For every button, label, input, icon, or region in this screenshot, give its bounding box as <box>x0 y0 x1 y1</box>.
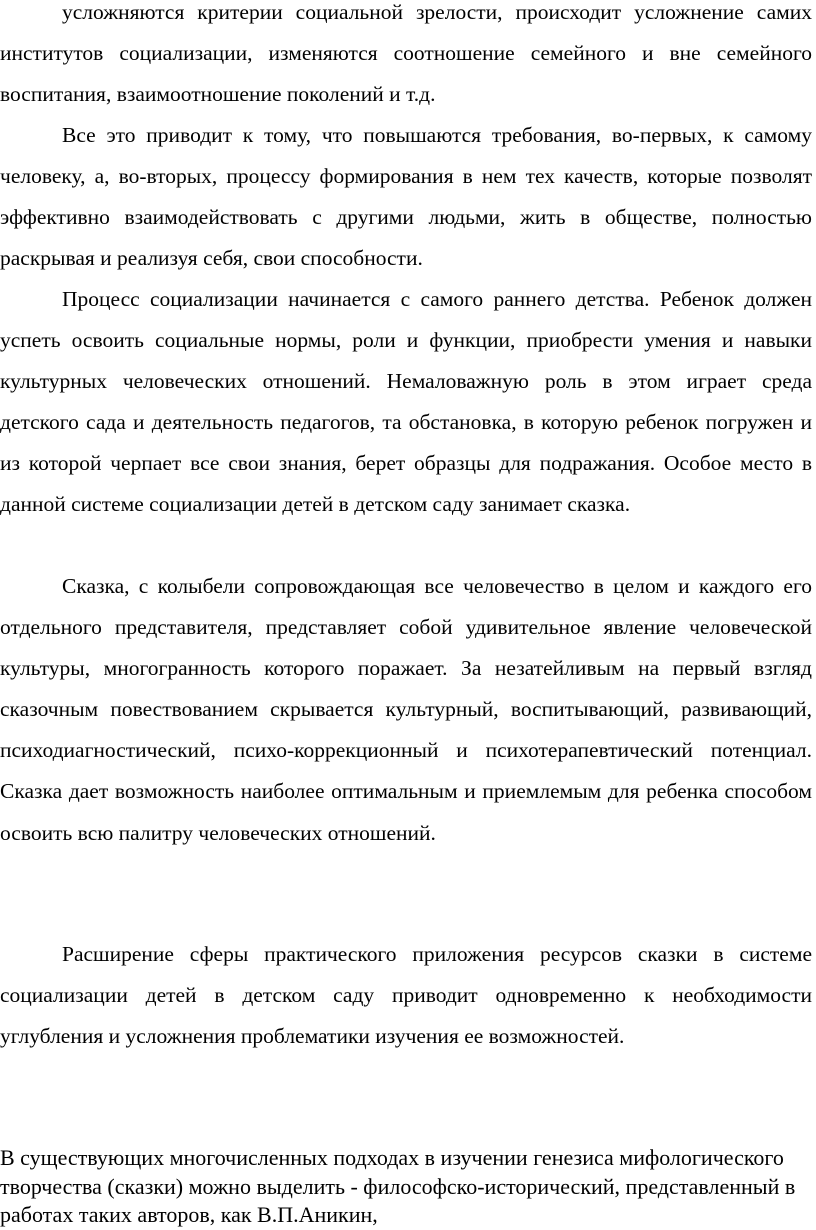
paragraph-socialization-process: Процесс социализации начинается с самого раннего детства. Ребенок должен успеть освоить социальные нормы, роли и функции, приобрести умения и навыки культурных человеческих отношений. Немаловажную роль в этом играет среда детского сада и деятельность педагогов, та обстановка, в которую ребенок погружен и из которой черпает все свои знания, берет образцы для подражания. Особое место в данной системе социализации детей в детском саду занимает сказка. <box>0 287 812 517</box>
paragraph-approaches: В существующих многочисленных подходах в изучении генезиса мифологического творчества (сказки) можно выделить - философско-исторический, представленный в работах таких авторов, как В.П.Аникин, <box>0 1145 796 1228</box>
paragraph-requirements: Все это приводит к тому, что повышаются требования, во-первых, к самому человеку, а, во-вторых, процессу формирования в нем тех качеств, которые позволят эффективно взаимодействовать с другими людьми, жить в обществе, полностью раскрывая и реализуя себя, свои способности. <box>0 123 812 271</box>
paragraph-fairy-tale: Сказка, с колыбели сопровождающая все человечество в целом и каждого его отдельного представителя, представляет собой удивительное явление человеческой культуры, многогранность которого поражает. За незатейливым на первый взгляд сказочным повествованием скрывается культурный, воспитывающий, развивающий, психодиагностический, психо-коррекционный и психотерапевтический потенциал. Сказка дает возможность наиболее оптимальным и приемлемым для ребенка способом освоить всю палитру человеческих отношений. <box>0 574 812 845</box>
paragraph-continuation: усложняются критерии социальной зрелости, происходит усложнение самих институтов социализации, изменяются соотношение семейного и вне семейного воспитания, взаимоотношение поколений и т.д. <box>0 0 812 107</box>
paragraph-expansion: Расширение сферы практического приложения ресурсов сказки в системе социализации детей в детском саду приводит одновременно к необходимости углубления и усложнения проблематики изучения ее возможностей. <box>0 942 812 1049</box>
